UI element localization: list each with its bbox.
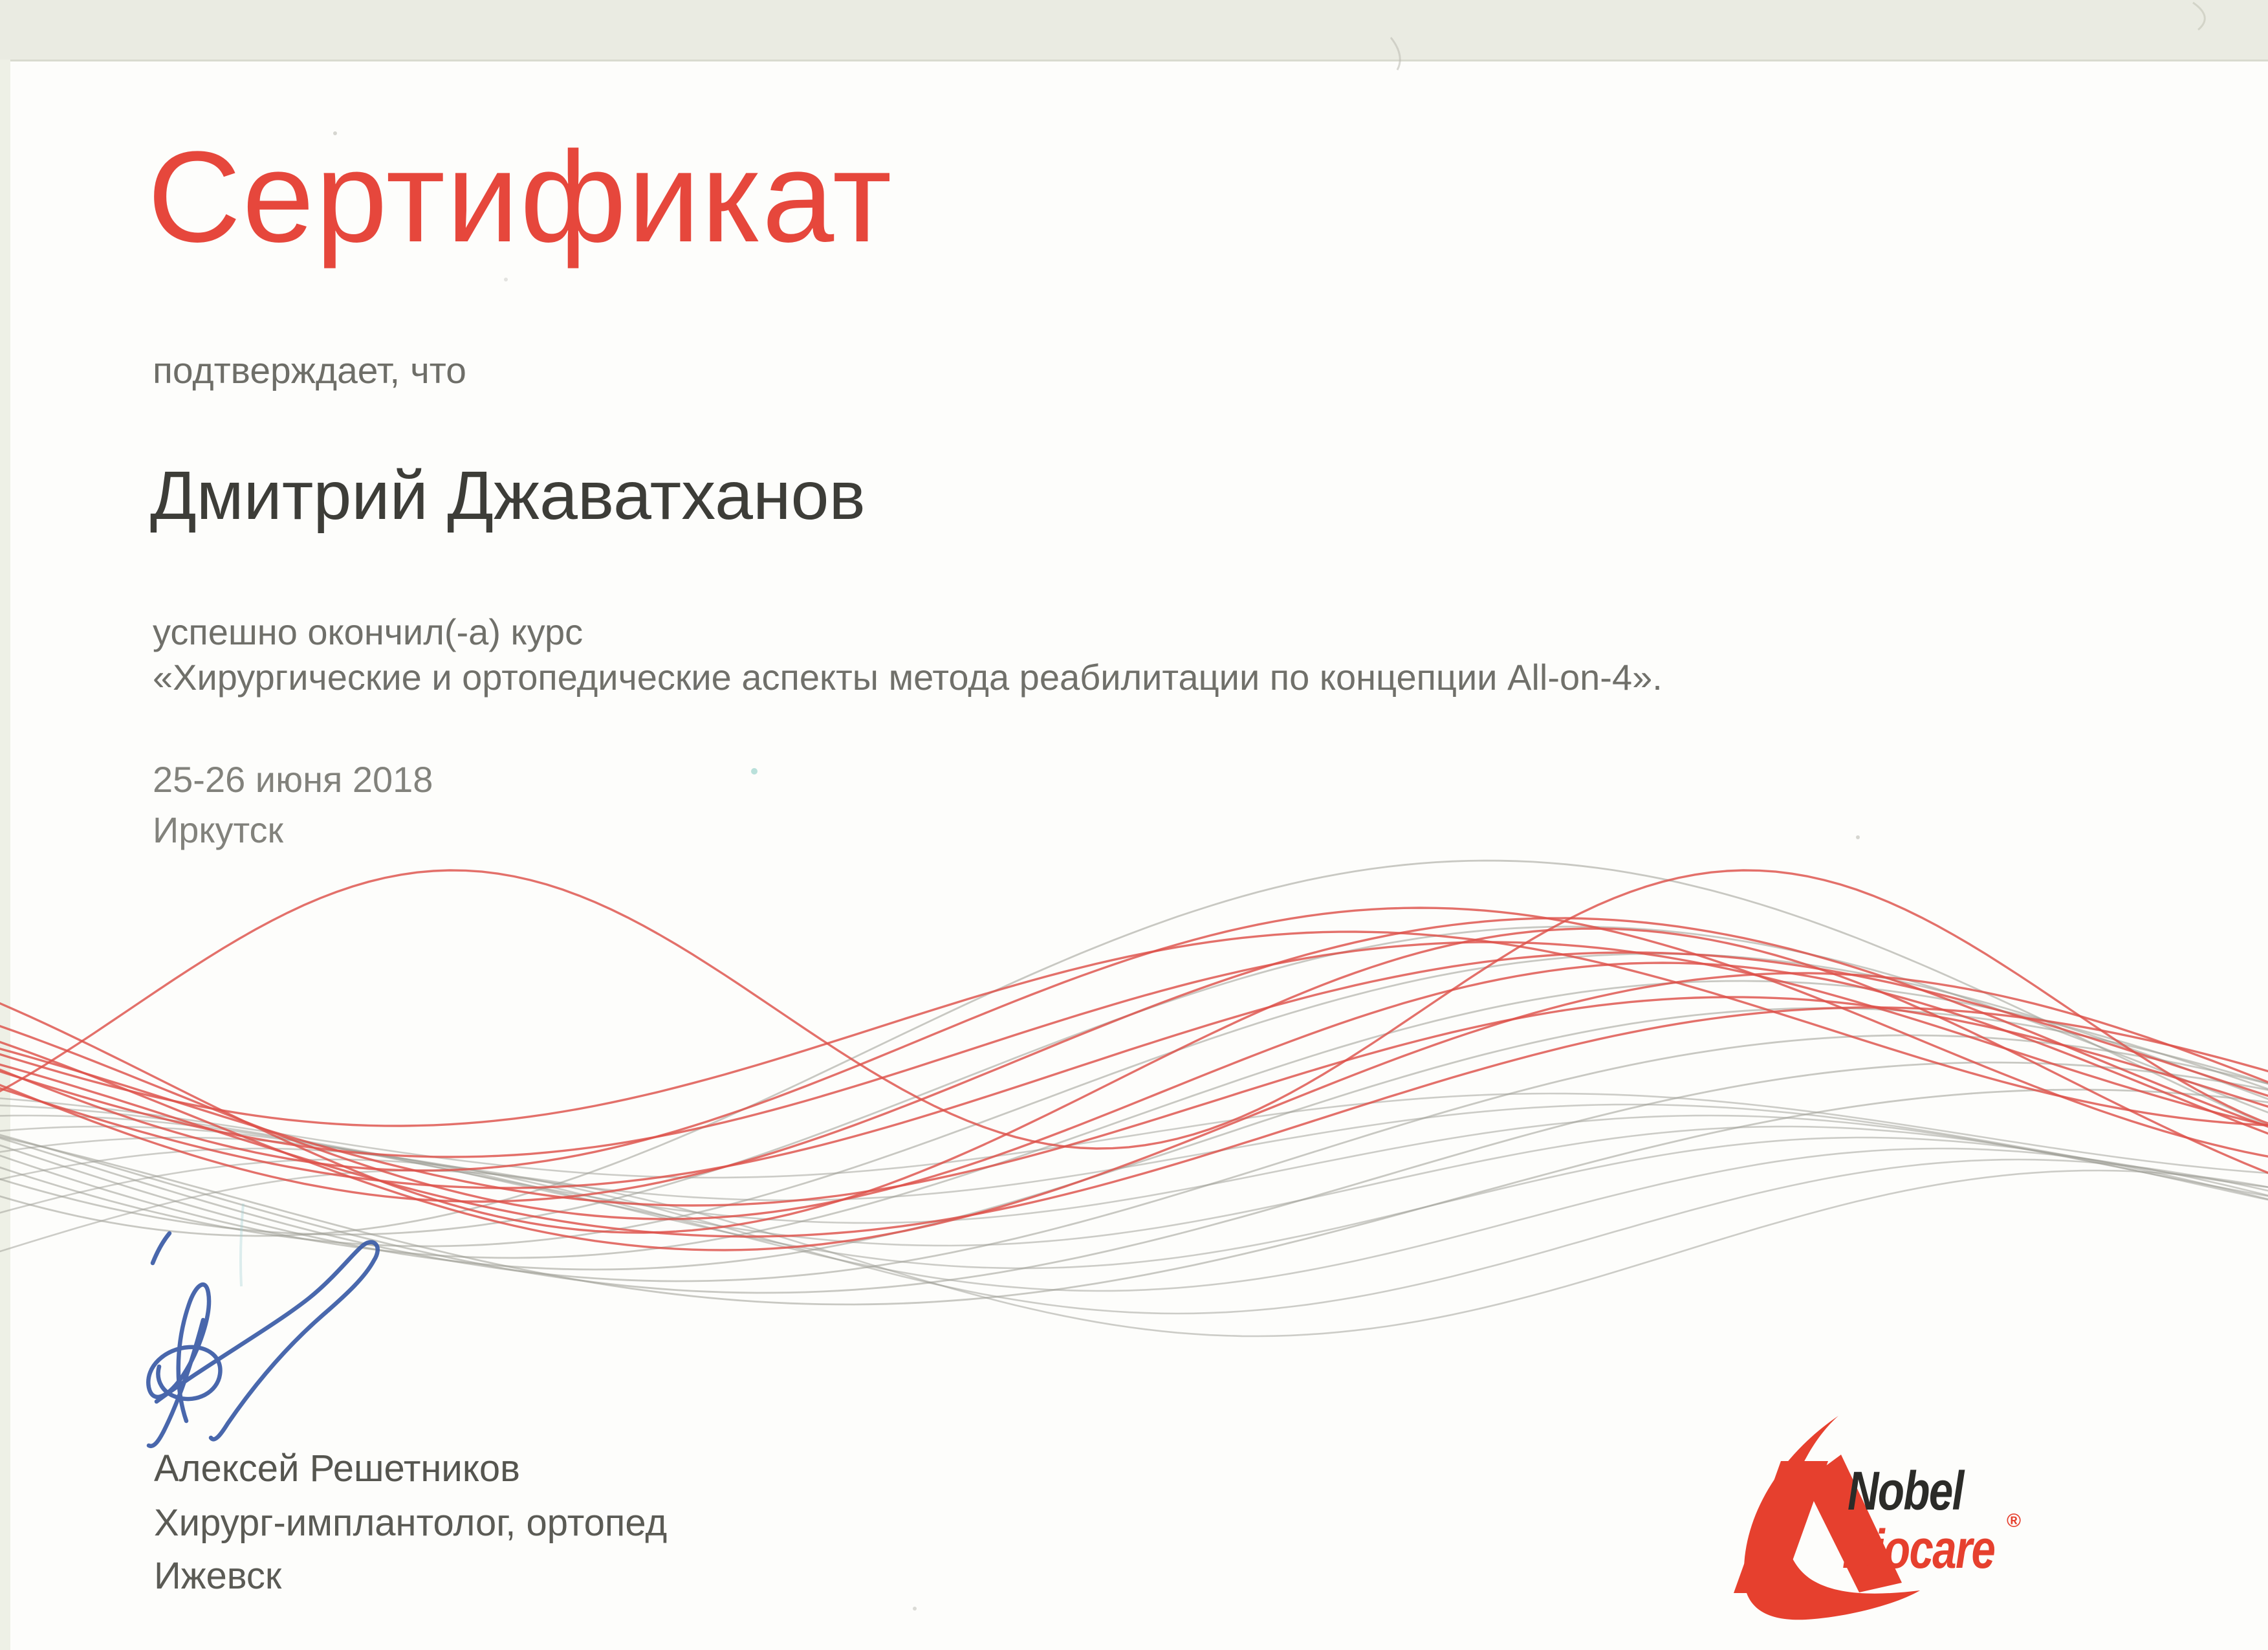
signer-role: Хирург-имплантолог, ортопед [154, 1502, 668, 1544]
signer-name: Алексей Решетников [154, 1447, 520, 1490]
signer-city: Ижевск [154, 1555, 282, 1597]
course-location: Иркутск [153, 809, 284, 850]
recipient-name: Дмитрий Джаватханов [150, 457, 866, 534]
completion-line: успешно окончил(-а) курс [153, 611, 583, 652]
course-title-line: «Хирургические и ортопедические аспекты метода реабилитации по концепции All-on-4». [153, 657, 1663, 698]
logo-text-biocare: Biocare [1842, 1519, 1995, 1579]
confirms-line: подтверждает, что [153, 350, 466, 391]
registered-trademark-icon: ® [2007, 1510, 2022, 1532]
course-date: 25-26 июня 2018 [153, 759, 433, 800]
logo-text-nobel: Nobel [1848, 1460, 1963, 1521]
certificate-title: Сертификат [147, 125, 893, 269]
